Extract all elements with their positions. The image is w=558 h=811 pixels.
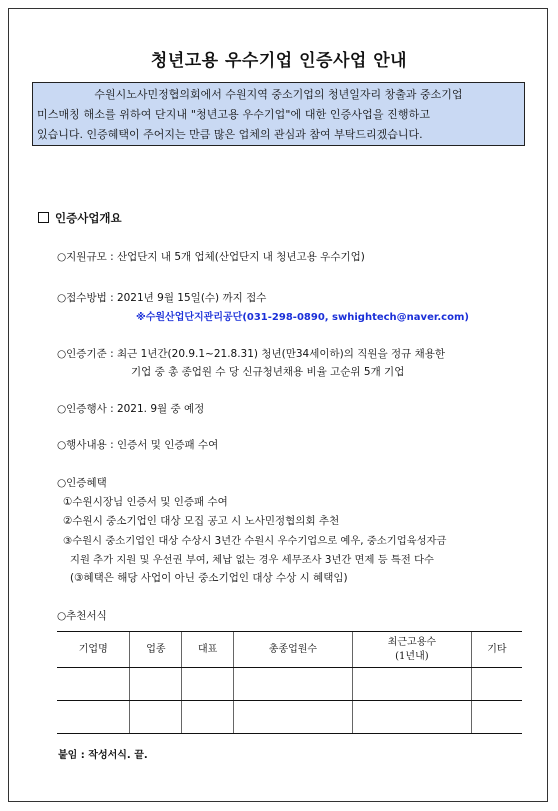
item-benefit-title: ○인증혜택	[57, 477, 107, 489]
item-apply: ○접수방법 : 2021년 9월 15일(수) 까지 접수	[57, 292, 267, 304]
table-cell	[233, 668, 352, 701]
table-header-cell: 총종업원수	[233, 632, 352, 668]
item-content: ○행사내용 : 인증서 및 인증패 수여	[57, 439, 219, 451]
table-header-row	[57, 632, 522, 668]
benefit-item: ③수원시 중소기업인 대상 수상시 3년간 수원시 우수기업으로 예우, 중소기업육성자금	[63, 535, 447, 547]
table-header-cell: 업종	[130, 632, 182, 668]
table-cell	[57, 701, 130, 734]
attachment-note: 붙임 : 작성서식. 끝.	[58, 750, 148, 761]
item-criteria-cont: 기업 중 총 종업원 수 당 신규청년채용 비율 고순위 5개 기업	[131, 366, 405, 378]
intro-line: 미스매칭 해소를 위하여 단지내 "청년고용 우수기업"에 대한 인증사업을 진행하고	[37, 108, 431, 121]
table-cell	[471, 668, 522, 701]
table-row	[57, 668, 522, 701]
intro-line: 있습니다. 인증혜택이 주어지는 만큼 많은 업체의 관심과 참여 부탁드리겠습니다.	[37, 128, 423, 141]
item-form-title: ○추천서식	[57, 610, 107, 622]
table-header-cell: 기타	[471, 632, 522, 668]
item-scale: ○지원규모 : 산업단지 내 5개 업체(산업단지 내 청년고용 우수기업)	[57, 251, 365, 263]
intro-line: 수원시노사민정협의회에서 수원지역 중소기업의 청년일자리 창출과 중소기업	[94, 88, 463, 101]
section-heading	[38, 210, 122, 226]
table-cell	[352, 668, 471, 701]
table-cell	[471, 701, 522, 734]
item-apply-contact: ※수원산업단지관리공단(031-298-0890, swhightech@naver.com)	[136, 312, 469, 323]
benefit-note: (③혜택은 해당 사업이 아닌 중소기업인 대상 수상 시 혜택임)	[70, 572, 348, 584]
header-recent-hires-sub: (1년내)	[395, 650, 429, 662]
checkbox-square-icon	[38, 212, 49, 223]
benefit-item: ①수원시장님 인증서 및 인증패 수여	[63, 496, 228, 508]
item-event: ○인증행사 : 2021. 9월 중 예정	[57, 403, 205, 415]
benefit-item: ②수원시 중소기업인 대상 모집 공고 시 노사민정협의회 추천	[63, 515, 340, 527]
item-criteria: ○인증기준 : 최근 1년간(20.9.1~21.8.31) 청년(만34세이하)의 직원을 정규 채용한	[57, 348, 446, 360]
table-cell	[57, 668, 130, 701]
recommendation-form-table	[57, 631, 522, 734]
table-cell	[130, 701, 182, 734]
table-cell	[352, 701, 471, 734]
table-row	[57, 701, 522, 734]
table-cell	[130, 668, 182, 701]
table-header-cell: 대표	[182, 632, 234, 668]
section-title: 인증사업개요	[55, 211, 122, 225]
benefit-item-cont: 지원 추가 지원 및 우선권 부여, 체납 없는 경우 세무조사 3년간 면제 등 특전 다수	[70, 554, 434, 566]
page-title: 청년고용 우수기업 인증사업 안내	[150, 51, 408, 71]
intro-box	[32, 82, 525, 146]
table-cell	[182, 701, 234, 734]
table-cell	[233, 701, 352, 734]
table-header-cell	[352, 632, 471, 668]
table-cell	[182, 668, 234, 701]
table-header-cell: 기업명	[57, 632, 130, 668]
header-recent-hires: 최근고용수	[387, 636, 437, 648]
